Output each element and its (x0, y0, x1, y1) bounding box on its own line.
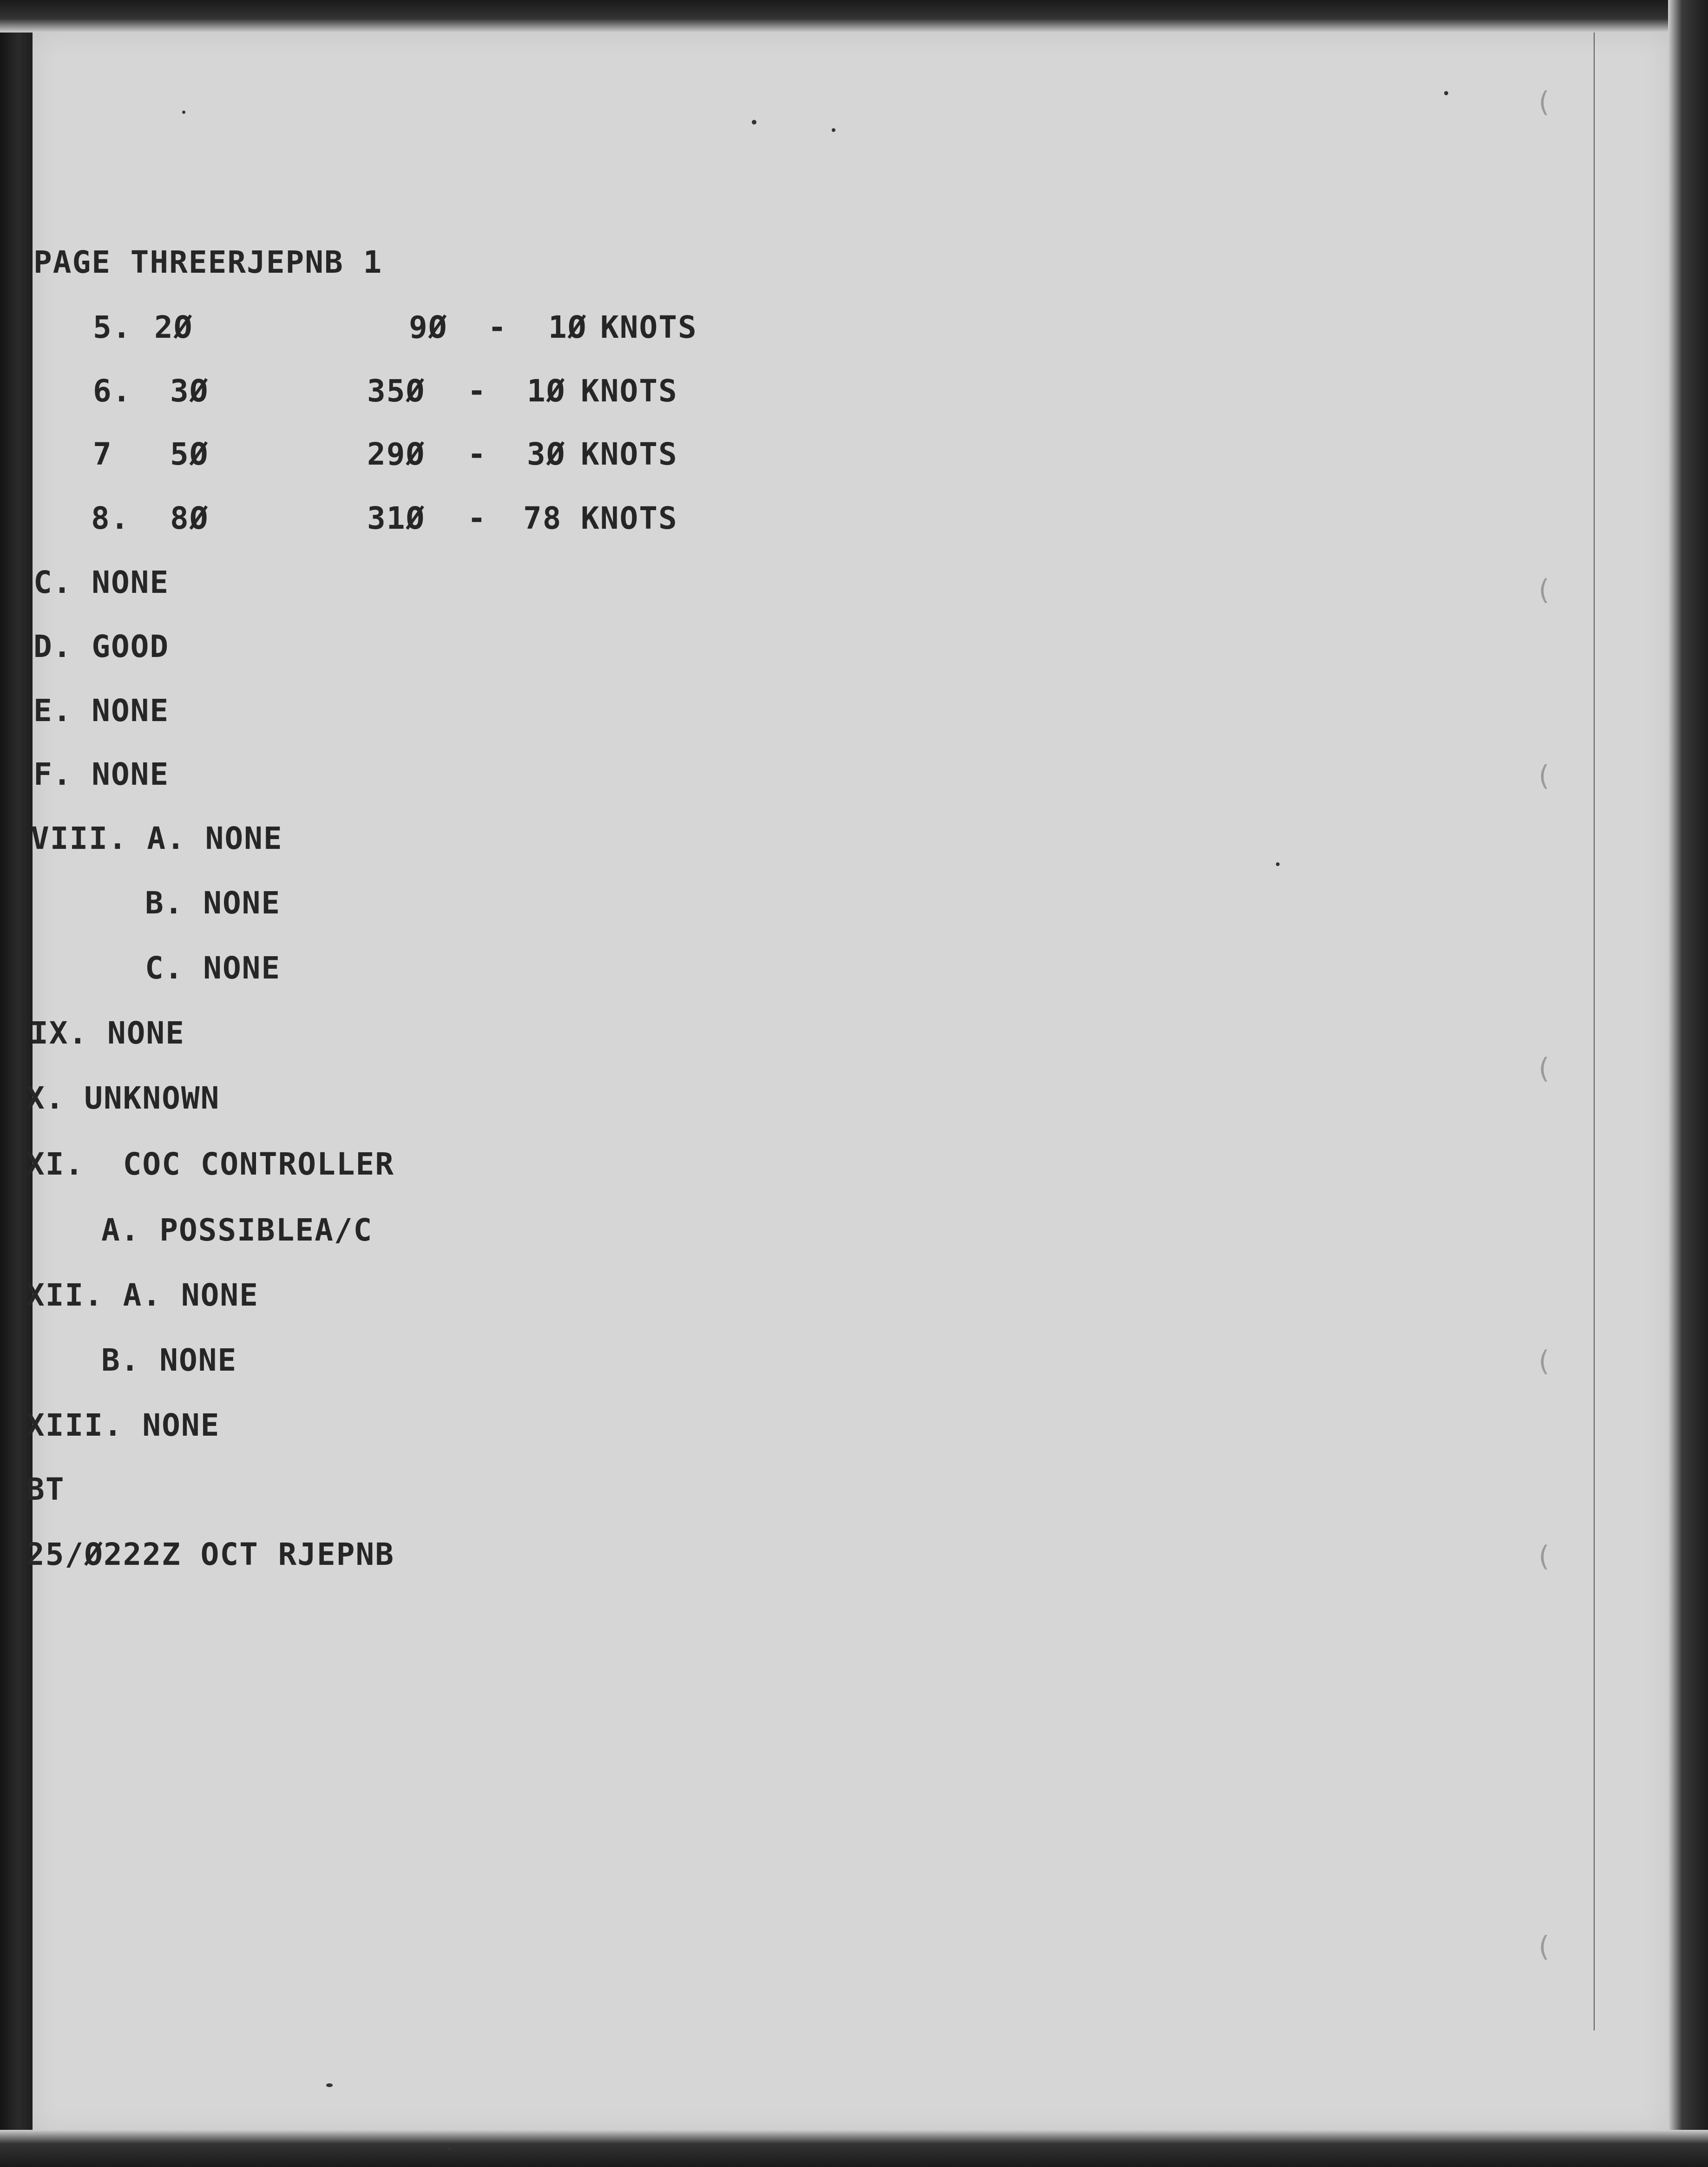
margin-bracket-mark: ( (1535, 574, 1552, 606)
wind-row-unit: KNOTS (600, 309, 697, 345)
item-xii-b: B. NONE (101, 1342, 237, 1378)
page-fold-line (1594, 33, 1595, 2030)
wind-row-dash: - (467, 436, 487, 472)
item-e: E. NONE (33, 693, 170, 729)
scan-speck (1444, 91, 1448, 95)
margin-bracket-mark: ( (1535, 1052, 1552, 1085)
margin-bracket-mark: ( (1535, 86, 1552, 118)
item-bt: BT (26, 1471, 65, 1507)
wind-row-number: 8. (91, 500, 130, 536)
item-xi: XI. COC CONTROLLER (26, 1146, 394, 1182)
item-d: D. GOOD (33, 629, 170, 664)
wind-row-speed: 78 (523, 500, 562, 536)
scan-speck (447, 2147, 452, 2150)
item-date-time-group: 25/Ø222Z OCT RJEPNB (26, 1537, 394, 1572)
margin-bracket-mark: ( (1535, 1540, 1552, 1573)
document-page (33, 33, 1668, 2133)
wind-row-direction: 9Ø (409, 309, 448, 345)
wind-row-altitude: 2Ø (154, 309, 193, 345)
item-x: X. UNKNOWN (26, 1080, 220, 1116)
wind-row-altitude: 8Ø (170, 500, 209, 536)
wind-row-number: 5. (93, 309, 132, 345)
wind-row-unit: KNOTS (581, 500, 678, 536)
wind-row-number: 7 (93, 436, 112, 472)
scan-speck (182, 111, 185, 114)
item-f: F. NONE (33, 756, 170, 792)
wind-row-direction: 31Ø (367, 500, 426, 536)
item-viii-c: C. NONE (145, 950, 281, 986)
wind-row-altitude: 5Ø (170, 436, 209, 472)
item-xiii: XIII. NONE (26, 1407, 220, 1443)
wind-row-speed: 3Ø (527, 436, 566, 472)
margin-bracket-mark: ( (1535, 1345, 1552, 1378)
wind-row-unit: KNOTS (581, 373, 678, 409)
wind-row-direction: 35Ø (367, 373, 426, 409)
margin-bracket-mark: ( (1535, 760, 1552, 792)
wind-row-dash: - (467, 500, 487, 536)
wind-row-number: 6. (93, 373, 132, 409)
wind-row-dash: - (488, 309, 507, 345)
wind-row-speed: 1Ø (527, 373, 566, 409)
wind-row-dash: - (467, 373, 487, 409)
scan-right-edge (1668, 0, 1708, 2167)
wind-row-direction: 29Ø (367, 436, 426, 472)
wind-row-speed: 1Ø (548, 309, 587, 345)
scan-bottom-edge (0, 2130, 1708, 2167)
item-viii-a: VIII. A. NONE (31, 821, 283, 856)
scan-speck (326, 2083, 333, 2087)
scan-speck (1276, 862, 1280, 866)
scan-speck (752, 120, 756, 125)
margin-bracket-mark: ( (1535, 1931, 1552, 1963)
scan-speck (832, 128, 835, 132)
item-viii-b: B. NONE (145, 885, 281, 921)
item-ix: IX. NONE (30, 1015, 185, 1051)
page-header: PAGE THREERJEPNB 1 (33, 244, 383, 280)
item-c: C. NONE (33, 565, 170, 600)
item-xii-a: XII. A. NONE (26, 1277, 259, 1313)
scan-top-edge (0, 0, 1708, 33)
item-xi-a: A. POSSIBLEA/C (101, 1212, 373, 1248)
wind-row-altitude: 3Ø (170, 373, 209, 409)
wind-row-unit: KNOTS (581, 436, 678, 472)
